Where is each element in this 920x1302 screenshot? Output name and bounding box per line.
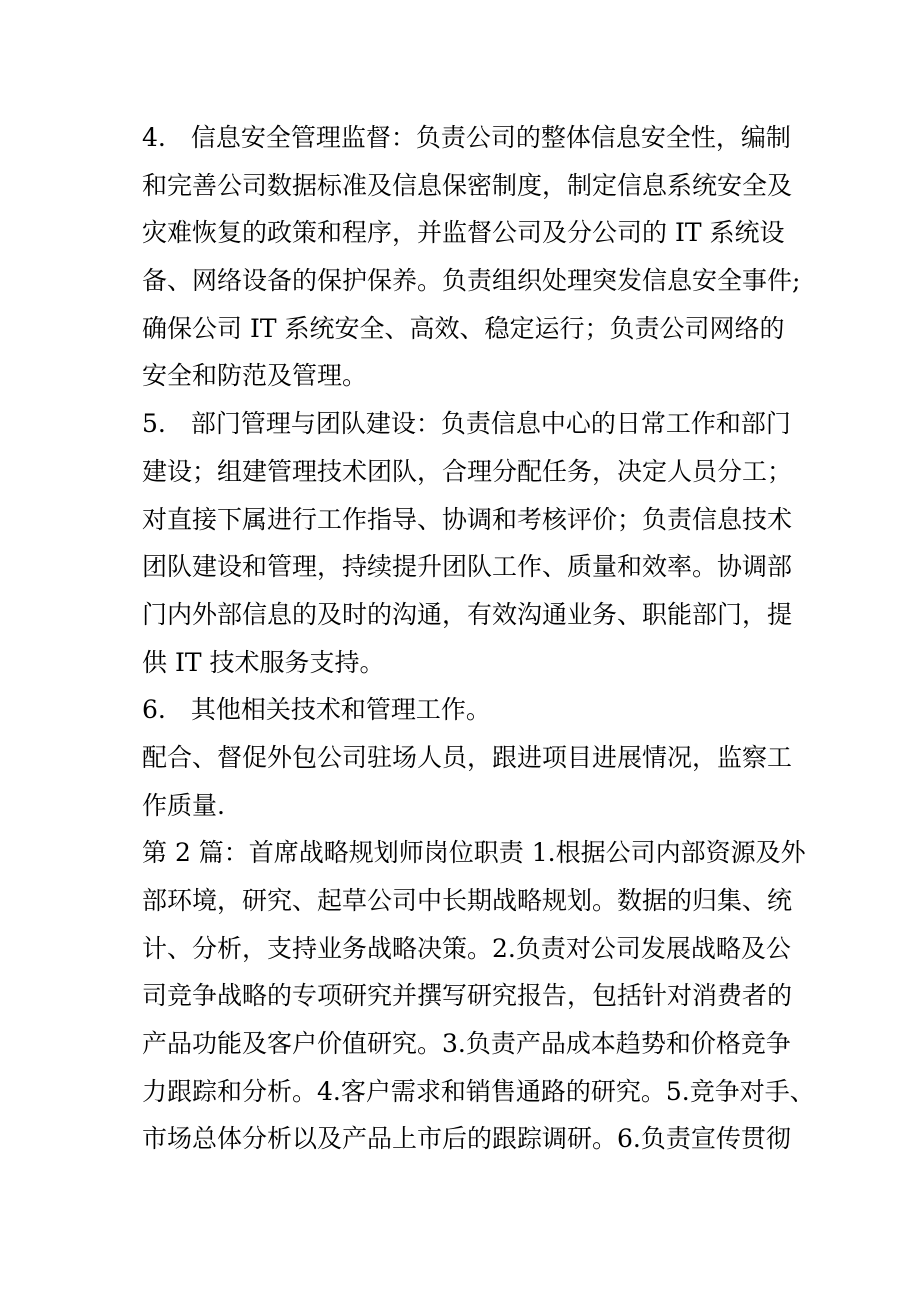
text-line: 门内外部信息的及时的沟通，有效沟通业务、职能部门，提	[142, 599, 793, 629]
text-line: 配合、督促外包公司驻场人员，跟进项目进展情况，监察工	[142, 742, 793, 772]
text-line: 和完善公司数据标准及信息保密制度，制定信息系统安全及	[142, 170, 793, 200]
text-line: 产品功能及客户价值研究。3.负责产品成本趋势和价格竞争	[142, 1029, 791, 1059]
text-line: 对直接下属进行工作指导、协调和考核评价；负责信息技术	[142, 504, 793, 534]
text-line: 5. 部门管理与团队建设：负责信息中心的日常工作和部门	[142, 409, 791, 439]
text-line: 备、网络设备的保护保养。负责组织处理突发信息安全事件;	[142, 266, 801, 296]
text-line: 力跟踪和分析。4.客户需求和销售通路的研究。5.竞争对手、	[142, 1076, 815, 1106]
text-line: 6. 其他相关技术和管理工作。	[142, 695, 491, 725]
text-line: 市场总体分析以及产品上市后的跟踪调研。6.负责宣传贯彻	[142, 1124, 791, 1154]
text-line: 建设；组建管理技术团队，合理分配任务，决定人员分工；	[142, 456, 793, 486]
document-body	[142, 118, 815, 1167]
text-line: 确保公司 IT 系统安全、高效、稳定运行；负责公司网络的	[142, 313, 785, 343]
text-line: 部环境，研究、起草公司中长期战略规划。数据的归集、统	[142, 886, 793, 915]
text-line: 计、分析，支持业务战略决策。2.负责对公司发展战略及公	[142, 933, 791, 963]
text-line: 第 2 篇：首席战略规划师岗位职责 1.根据公司内部资源及外	[142, 838, 806, 868]
text-line: 作质量.	[142, 790, 225, 820]
text-line: 团队建设和管理，持续提升团队工作、质量和效率。协调部	[142, 552, 793, 582]
text-line: 灾难恢复的政策和程序，并监督公司及分公司的 IT 系统设	[142, 218, 785, 248]
text-line: 供 IT 技术服务支持。	[142, 647, 385, 677]
text-line: 安全和防范及管理。	[142, 361, 368, 391]
text-line: 司竞争战略的专项研究并撰写研究报告，包括针对消费者的	[142, 981, 793, 1011]
text-line: 4. 信息安全管理监督：负责公司的整体信息安全性，编制	[142, 123, 791, 152]
